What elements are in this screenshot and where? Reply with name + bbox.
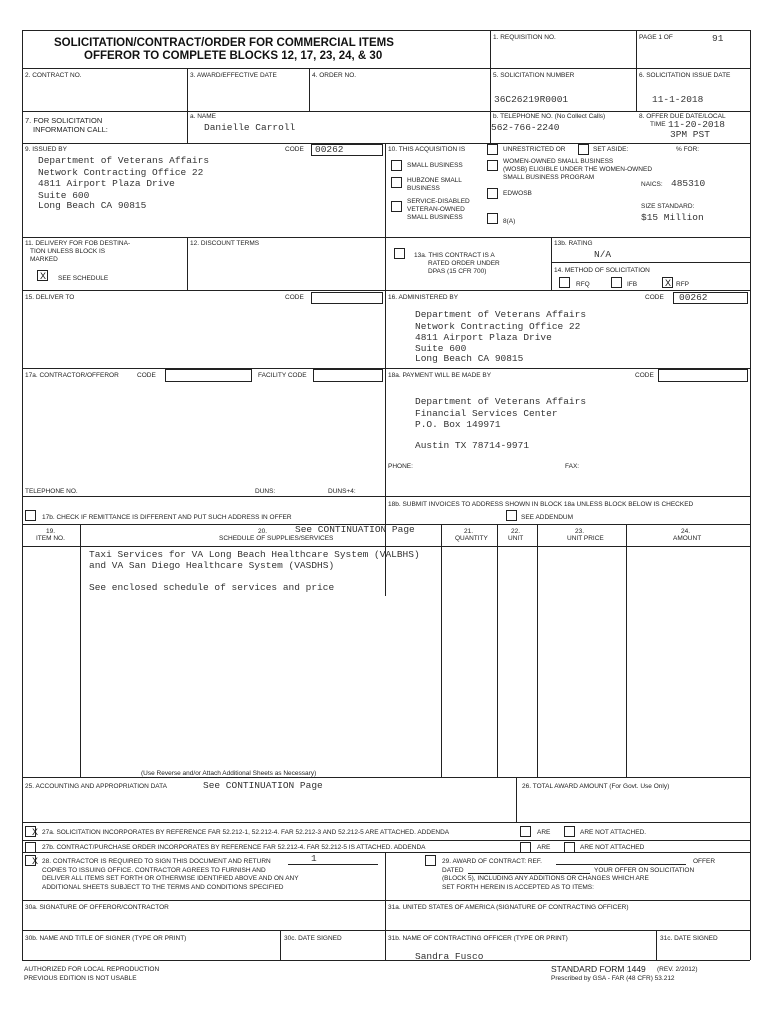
block16-label: 16. ADMINISTERED BY — [388, 294, 459, 301]
copies-underline — [288, 864, 378, 865]
hubzone-checkbox[interactable] — [391, 177, 402, 188]
rule — [22, 237, 750, 238]
block26-label: 26. TOTAL AWARD AMOUNT (For Govt. Use Only) — [522, 783, 670, 790]
administered-by-line-3: 4811 Airport Plaza Drive — [415, 332, 552, 343]
rule — [22, 368, 750, 369]
telephone-label: TELEPHONE NO. — [25, 488, 78, 495]
block18b-label: 18b. SUBMIT INVOICES TO ADDRESS SHOWN IN BLOCK 18a UNLESS BLOCK BELOW IS CHECKED — [388, 501, 694, 508]
block3-label: 3. AWARD/EFFECTIVE DATE — [190, 72, 277, 79]
page-label: PAGE 1 OF — [639, 34, 673, 41]
block15-code-box[interactable] — [311, 292, 383, 304]
block18a-code-label: CODE — [635, 372, 654, 379]
dated-underline — [468, 873, 590, 874]
footer-prescribed: Prescribed by GSA - FAR (48 CFR) 53.212 — [551, 975, 675, 982]
block8-label: 8. OFFER DUE DATE/LOCAL — [639, 113, 726, 120]
administered-by-line-1: Department of Veterans Affairs — [415, 309, 587, 320]
block27b-are-not-label: ARE NOT ATTACHED — [580, 844, 645, 851]
form-title: SOLICITATION/CONTRACT/ORDER FOR COMMERCIAL ITEMS — [54, 37, 394, 49]
rule — [626, 524, 627, 777]
block31a-label: 31a. UNITED STATES OF AMERICA (SIGNATURE OF CONTRACTING OFFICER) — [388, 904, 629, 911]
block27a-are-not-label: ARE NOT ATTACHED. — [580, 829, 647, 836]
block30a-label: 30a. SIGNATURE OF OFFEROR/CONTRACTOR — [25, 904, 169, 911]
rule — [22, 290, 750, 291]
remittance-checkbox[interactable] — [25, 510, 36, 521]
rfq-checkbox[interactable] — [559, 277, 570, 288]
phone-label: PHONE: — [388, 463, 413, 470]
col24-num: 24. — [681, 528, 691, 535]
block12-label: 12. DISCOUNT TERMS — [190, 240, 260, 247]
sdvosb-label-3: SMALL BUSINESS — [407, 214, 463, 221]
schedule-line-1: Taxi Services for VA Long Beach Healthcare System (VALBHS) — [89, 549, 420, 560]
wosb-label-3: SMALL BUSINESS PROGRAM — [503, 174, 595, 181]
rule — [22, 496, 750, 497]
rule — [385, 852, 386, 960]
rfp-mark: X — [665, 278, 672, 288]
footer-form-number: STANDARD FORM 1449 — [551, 964, 646, 974]
block18a-code-box[interactable] — [658, 369, 748, 382]
set-aside-checkbox[interactable] — [578, 144, 589, 155]
block28-mark: X — [32, 856, 39, 866]
rule — [551, 237, 552, 290]
rating-value[interactable]: N/A — [594, 249, 612, 260]
block17b-label: 17b. CHECK IF REMITTANCE IS DIFFERENT AND PUT SUCH ADDRESS IN OFFER — [42, 514, 292, 521]
rule — [22, 546, 750, 547]
block13a-label-3: DPAS (15 CFR 700) — [428, 268, 487, 275]
small-business-label: SMALL BUSINESS — [407, 162, 463, 169]
issued-by-line-1: Department of Veterans Affairs — [38, 155, 210, 166]
block30c-label: 30c. DATE SIGNED — [284, 935, 342, 942]
rfp-label: RFP — [676, 281, 689, 288]
block4-label: 4. ORDER NO. — [312, 72, 357, 79]
block16-code: 00262 — [679, 292, 708, 303]
col22-label: UNIT — [508, 535, 524, 542]
block6-label: 6. SOLICITATION ISSUE DATE — [639, 72, 731, 79]
rule — [22, 840, 750, 841]
solicitation-issue-date[interactable]: 11-1-2018 — [652, 94, 704, 105]
block28-label-2: COPIES TO ISSUING OFFICE. CONTRACTOR AGREES TO FURNISH AND — [42, 867, 266, 874]
block27a-are-label: ARE — [537, 829, 551, 836]
block13a-label-2: RATED ORDER UNDER — [428, 260, 500, 267]
block29-label-3: (BLOCK 5), INCLUDING ANY ADDITIONS OR CHANGES WHICH ARE — [442, 875, 649, 882]
block1-label: 1. REQUISITION NO. — [493, 34, 556, 41]
facility-code-label: FACILITY CODE — [258, 372, 307, 379]
ifb-checkbox[interactable] — [611, 277, 622, 288]
block28-label: 28. CONTRACTOR IS REQUIRED TO SIGN THIS DOCUMENT AND RETURN — [42, 858, 271, 865]
col22-num: 22. — [511, 528, 521, 535]
rule — [309, 68, 310, 111]
block29-dated-label: DATED — [442, 867, 464, 874]
ifb-label: IFB — [627, 281, 638, 288]
eight-a-checkbox[interactable] — [487, 213, 498, 224]
duns4-label: DUNS+4: — [328, 488, 356, 495]
block14-label: 14. METHOD OF SOLICITATION — [554, 267, 650, 274]
block7a-label: a. NAME — [190, 113, 217, 120]
block8-label-2: TIME — [650, 121, 666, 128]
administered-by-line-4: Suite 600 — [415, 343, 467, 354]
rule — [22, 960, 750, 961]
block28-copies[interactable]: 1 — [311, 853, 317, 864]
wosb-checkbox[interactable] — [487, 160, 498, 171]
contact-name[interactable]: Danielle Carroll — [204, 122, 296, 133]
payment-line-1: Department of Veterans Affairs — [415, 396, 587, 407]
addendum-checkbox[interactable] — [506, 510, 517, 521]
block17a-label: 17a. CONTRACTOR/OFFEROR — [25, 372, 119, 379]
facility-code-box[interactable] — [313, 369, 383, 382]
block18a-label: 18a. PAYMENT WILL BE MADE BY — [388, 372, 492, 379]
reverse-note: (Use Reverse and/or Attach Additional Sheets as Necessary) — [141, 770, 317, 777]
sdvosb-label-2: VETERAN-OWNED — [407, 206, 465, 213]
fax-label: FAX: — [565, 463, 580, 470]
rfq-label: RFQ — [576, 281, 590, 288]
col23-num: 23. — [575, 528, 585, 535]
unrestricted-label: UNRESTRICTED OR — [503, 146, 566, 153]
rule — [441, 524, 442, 777]
naics-value[interactable]: 485310 — [671, 178, 706, 189]
block13b-label: 13b. RATING — [554, 240, 593, 247]
col20-label: SCHEDULE OF SUPPLIES/SERVICES — [219, 535, 334, 542]
issued-by-line-4: Suite 600 — [38, 190, 90, 201]
form-subtitle: OFFEROR TO COMPLETE BLOCKS 12, 17, 23, 24, & 30 — [84, 50, 383, 62]
block27b-label: 27b. CONTRACT/PURCHASE ORDER INCORPORATES BY REFERENCE FAR 52.212-4. FAR 52.212-5 IS ATTACHED. ADDENDA — [42, 844, 426, 851]
hubzone-label: HUBZONE SMALL — [407, 177, 462, 184]
unrestricted-checkbox[interactable] — [487, 144, 498, 155]
page-total: 91 — [712, 33, 724, 44]
small-business-checkbox[interactable] — [391, 160, 402, 171]
schedule-note: See enclosed schedule of services and price — [89, 582, 335, 593]
contractor-code-box[interactable] — [165, 369, 252, 382]
block29-label: 29. AWARD OF CONTRACT: REF. — [442, 858, 542, 865]
col21-label: QUANTITY — [455, 535, 488, 542]
block13a-label: 13a. THIS CONTRACT IS A — [414, 252, 495, 259]
rule — [516, 777, 517, 822]
block11-label: 11. DELIVERY FOR FOB DESTINA- — [25, 240, 131, 247]
block9-label: 9. ISSUED BY — [25, 146, 67, 153]
administered-by-line-5: Long Beach CA 90815 — [415, 353, 524, 364]
rule — [22, 30, 23, 960]
sdvosb-label: SERVICE-DISABLED — [407, 198, 470, 205]
rule — [80, 524, 81, 777]
block27a-mark: X — [32, 827, 39, 837]
block29-checkbox[interactable] — [425, 855, 436, 866]
rule — [490, 30, 491, 68]
pct-for-label: % FOR: — [676, 146, 700, 153]
sdvosb-checkbox[interactable] — [391, 201, 402, 212]
rule — [22, 111, 750, 112]
edwosb-label: EDWOSB — [503, 190, 532, 197]
payment-line-3: P.O. Box 149971 — [415, 419, 501, 430]
offer-due-date[interactable]: 11-20-2018 — [668, 119, 726, 130]
rule — [22, 930, 750, 931]
block28-label-3: DELIVER ALL ITEMS SET FORTH OR OTHERWISE IDENTIFIED ABOVE AND ON ANY — [42, 875, 299, 882]
block27a-are-not-checkbox[interactable] — [564, 826, 575, 837]
block29-offer-label: OFFER — [693, 858, 716, 865]
block16-code-label: CODE — [645, 294, 664, 301]
block31c-label: 31c. DATE SIGNED — [660, 935, 718, 942]
see-schedule-label: SEE SCHEDULE — [58, 275, 109, 282]
see-schedule-mark: X — [40, 271, 47, 281]
size-standard-label: SIZE STANDARD: — [641, 203, 695, 210]
administered-by-line-2: Network Contracting Office 22 — [415, 321, 581, 332]
footer-reproduction: AUTHORIZED FOR LOCAL REPRODUCTION — [24, 966, 160, 973]
col19-label: ITEM NO. — [36, 535, 65, 542]
block15-code-label: CODE — [285, 294, 304, 301]
block28-label-4: ADDITIONAL SHEETS SUBJECT TO THE TERMS AND CONDITIONS SPECIFIED — [42, 884, 284, 891]
rule — [22, 30, 750, 31]
block27a-are-checkbox[interactable] — [520, 826, 531, 837]
edwosb-checkbox[interactable] — [487, 188, 498, 199]
rule — [22, 68, 750, 69]
block10-label: 10. THIS ACQUISITION IS — [388, 146, 466, 153]
block5-label: 5. SOLICITATION NUMBER — [493, 72, 575, 79]
solicitation-number[interactable]: 36C26219R0001 — [494, 94, 569, 105]
issued-by-line-2: Network Contracting Office 22 — [38, 167, 204, 178]
block27b-are-label: ARE — [537, 844, 551, 851]
block17a-code-label: CODE — [137, 372, 156, 379]
wosb-label: WOMEN-OWNED SMALL BUSINESS — [503, 158, 614, 165]
issued-by-line-3: 4811 Airport Plaza Drive — [38, 178, 175, 189]
schedule-line-2: and VA San Diego Healthcare System (VASDHS) — [89, 560, 335, 571]
block31b-label: 31b. NAME OF CONTRACTING OFFICER (TYPE OR PRINT) — [388, 935, 568, 942]
rule — [22, 777, 750, 778]
duns-label: DUNS: — [255, 488, 276, 495]
rule — [22, 822, 750, 823]
col20-continuation: See CONTINUATION Page — [295, 524, 415, 535]
block29-your-offer-label: YOUR OFFER ON SOLICITATION — [594, 867, 695, 874]
rule — [636, 30, 637, 111]
issued-by-line-5: Long Beach CA 90815 — [38, 200, 147, 211]
block7-label-2: INFORMATION CALL: — [33, 125, 108, 134]
block2-label: 2. CONTRACT NO. — [25, 72, 82, 79]
col20-num: 20. — [258, 528, 268, 535]
col24-label: AMOUNT — [673, 535, 702, 542]
set-aside-label: SET ASIDE: — [593, 146, 629, 153]
rule — [750, 30, 751, 960]
footer-revision: (REV. 2/2012) — [657, 966, 698, 973]
rule — [22, 900, 750, 901]
rule — [497, 524, 498, 777]
wosb-label-2: (WOSB) ELIGIBLE UNDER THE WOMEN-OWNED — [503, 166, 653, 173]
eight-a-label: 8(A) — [503, 218, 516, 225]
payment-city: Austin TX 78714-9971 — [415, 440, 530, 451]
block29-label-4: SET FORTH HEREIN IS ACCEPTED AS TO ITEMS: — [442, 884, 594, 891]
payment-line-2: Financial Services Center — [415, 408, 558, 419]
footer-previous-edition: PREVIOUS EDITION IS NOT USABLE — [24, 975, 137, 982]
accounting-data: See CONTINUATION Page — [203, 780, 323, 791]
see-addendum-label: SEE ADDENDUM — [521, 514, 574, 521]
col19-num: 19. — [46, 528, 56, 535]
ref-underline — [556, 864, 686, 865]
rule — [187, 237, 188, 290]
block27b-are-not-checkbox[interactable] — [564, 842, 575, 853]
size-standard-value[interactable]: $15 Million — [641, 212, 704, 223]
block15-label: 15. DELIVER TO — [25, 294, 75, 301]
contact-phone[interactable]: 562-766-2240 — [491, 122, 560, 133]
rule — [22, 852, 750, 853]
contracting-officer-name[interactable]: Sandra Fusco — [415, 951, 484, 962]
block9-code-label: CODE — [285, 146, 304, 153]
rule — [280, 930, 281, 960]
rule — [656, 930, 657, 960]
block11-label-2: TION UNLESS BLOCK IS — [30, 248, 106, 255]
block9-code: 00262 — [315, 144, 344, 155]
col21-num: 21. — [464, 528, 474, 535]
rule — [22, 143, 750, 144]
block7-label: 7. FOR SOLICITATION — [25, 116, 103, 125]
offer-due-time[interactable]: 3PM PST — [670, 129, 710, 140]
block27b-checkbox[interactable] — [25, 842, 36, 853]
col23-label: UNIT PRICE — [567, 535, 604, 542]
block30b-label: 30b. NAME AND TITLE OF SIGNER (TYPE OR PRINT) — [25, 935, 187, 942]
block11-label-3: MARKED — [30, 256, 58, 263]
block7b-label: b. TELEPHONE NO. (No Collect Calls) — [493, 113, 606, 120]
hubzone-label-2: BUSINESS — [407, 185, 440, 192]
rule — [187, 68, 188, 143]
rule — [551, 262, 750, 263]
block27b-are-checkbox[interactable] — [520, 842, 531, 853]
rated-order-checkbox[interactable] — [394, 248, 405, 259]
rule — [537, 524, 538, 777]
naics-label: NAICS: — [641, 181, 663, 188]
block25-label: 25. ACCOUNTING AND APPROPRIATION DATA — [25, 783, 167, 790]
block27a-label: 27a. SOLICITATION INCORPORATES BY REFERENCE FAR 52.212-1, 52.212-4. FAR 52.212-3 AND 52.212-5 ARE ATTACHED. ADDENDA — [42, 829, 450, 836]
